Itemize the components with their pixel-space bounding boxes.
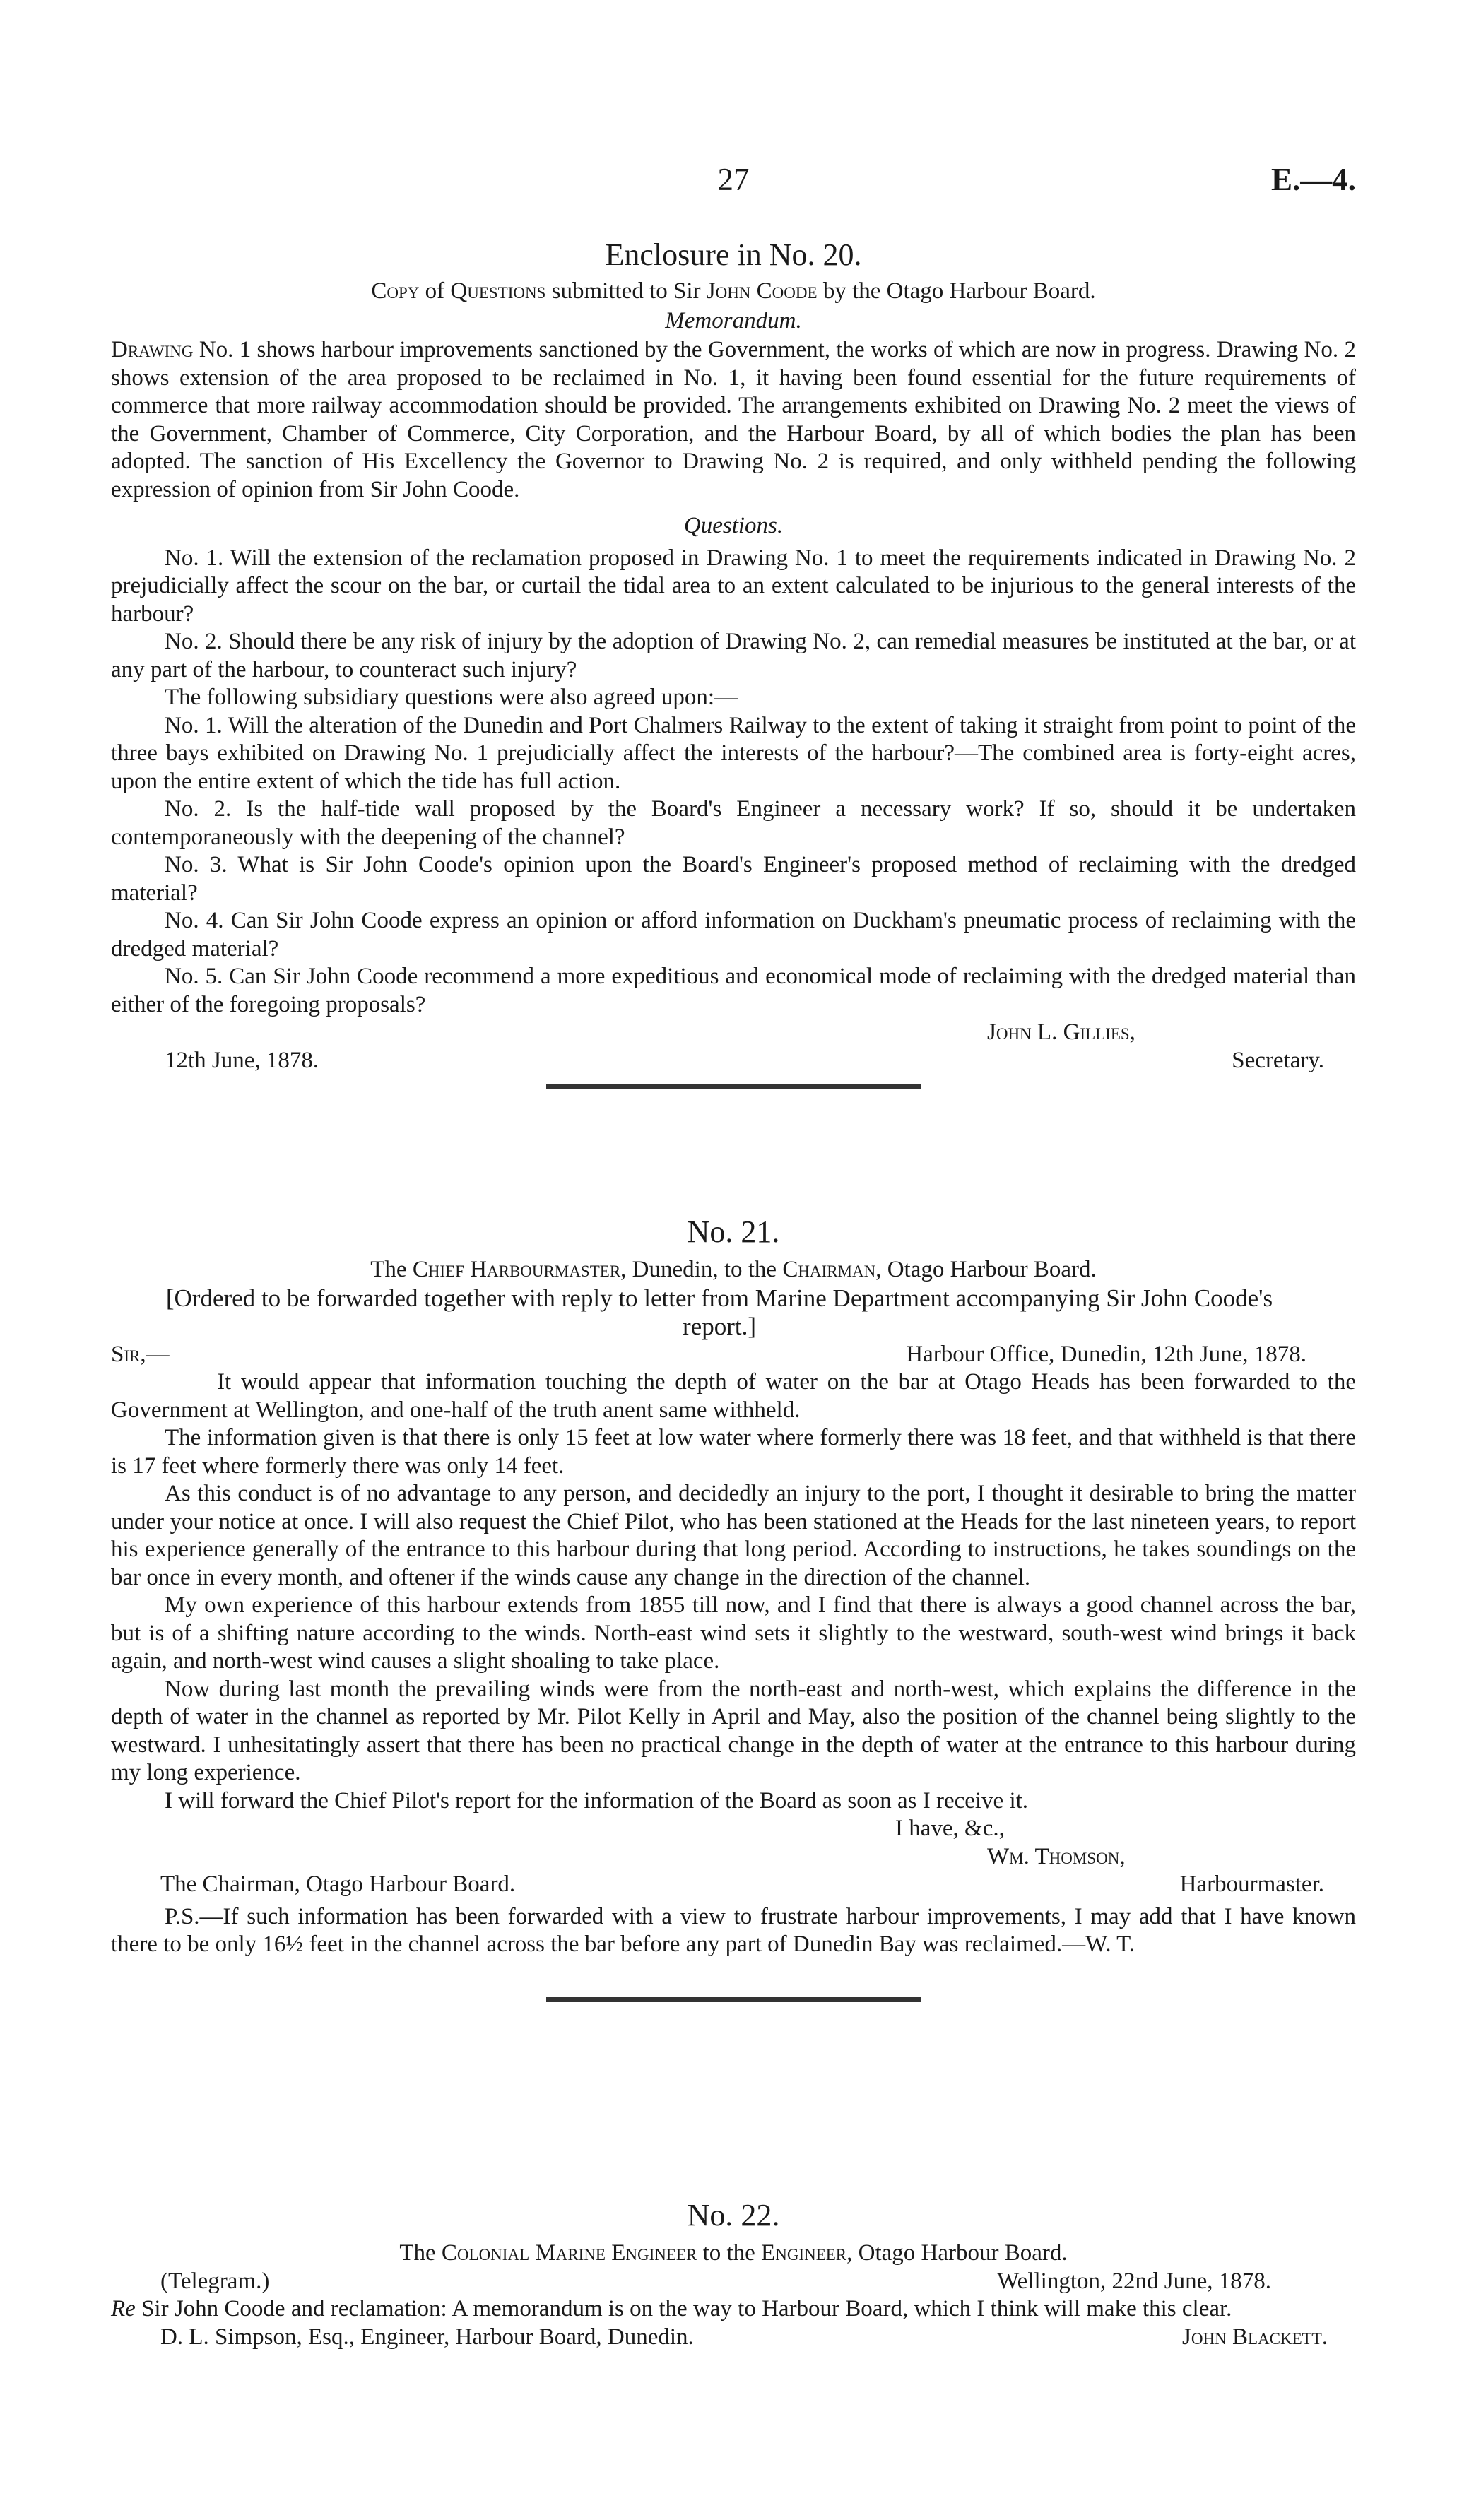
subtitle-submitted: submitted to Sir xyxy=(545,278,707,304)
recipient-row xyxy=(111,1871,1356,1899)
telegram-signoff-row xyxy=(111,2324,1356,2352)
subtitle-of: of xyxy=(419,278,451,304)
harbourmaster-title: Harbourmaster. xyxy=(1179,1871,1324,1897)
no21-title: No. 21. xyxy=(687,1214,780,1249)
question-item: No. 5. Can Sir John Coode recommend a more expeditious and economical mode of reclaiming with the dredged material than either of the foregoing proposals? xyxy=(111,964,1356,1017)
addr-the: The xyxy=(399,2240,442,2266)
subtitle-questions: Questions xyxy=(450,278,546,304)
memo-lead: Drawing xyxy=(111,337,194,362)
salutation: Sir,— xyxy=(111,1341,170,1367)
re-label: Re xyxy=(111,2296,136,2321)
addr-the: The xyxy=(370,1257,413,1282)
addr-from: Chief Harbourmaster xyxy=(412,1257,621,1282)
document-reference: E.—4. xyxy=(1270,162,1356,197)
signature-blackett: John Blackett. xyxy=(1182,2324,1328,2350)
telegram-body xyxy=(111,2295,1356,2324)
letter-paragraph: My own experience of this harbour extends from 1855 till now, and I find that there is always a good channel across the bar, but is of a shifting nature according to the winds. North-east wind sets it slightly to the westward, south-west wind brings it back again, and north-west wind causes a slight shoaling to take place. xyxy=(111,1592,1356,1674)
addr-to-the: , Dunedin, to the xyxy=(620,1257,783,1282)
no21-note: [Ordered to be forwarded together with reply to letter from Marine Department accompanying Sir John Coode's report.] xyxy=(165,1284,1273,1340)
page-header xyxy=(111,161,1356,203)
question-item: No. 3. What is Sir John Coode's opinion upon the Board's Engineer's proposed method of reclaiming with the dredged material? xyxy=(111,852,1356,906)
enclosure-title: Enclosure in No. 20. xyxy=(605,237,862,272)
question-item: The following subsidiary questions were also agreed upon:— xyxy=(165,685,738,710)
postscript: P.S.—If such information has been forwarded with a view to frustrate harbour improvements, I may add that I have known there to be only 16½ feet in the channel across the bar before any part of Dunedin Bay was reclaimed.—W. T. xyxy=(111,1903,1356,1957)
page-number: 27 xyxy=(717,162,750,197)
addr-to: Chairman xyxy=(782,1257,876,1282)
telegram-row xyxy=(111,2268,1356,2296)
addr-board: , Otago Harbour Board. xyxy=(875,1257,1097,1282)
recipient: The Chairman, Otago Harbour Board. xyxy=(160,1871,516,1897)
enclosure-subtitle xyxy=(111,278,1356,306)
secretary-title: Secretary. xyxy=(1232,1047,1324,1073)
no22-address xyxy=(111,2240,1356,2268)
memo-body: No. 1 shows harbour improvements sanctioned by the Government, the works of which are now in progress. Drawing No. 2 shows extension of the area proposed to be reclaimed in No. 1, it having been found essential for the future requirements of commerce that more railway accommodation should be provided. The arrangements exhibited on Drawing No. 2 meet the views of the Government, Chamber of Commerce, City Corporation, and the Harbour Board, by all of which bodies the plan has been adopted. The sanction of His Excellency the Governor to Drawing No. 2 is required, and only withheld pending the following expression of opinion from Sir John Coode. xyxy=(111,337,1356,502)
letter-paragraph: I will forward the Chief Pilot's report for the information of the Board as soon as I receive it. xyxy=(165,1787,1029,1814)
telegram-text: Sir John Coode and reclamation: A memorandum is on the way to Harbour Board, which I think will make this clear. xyxy=(135,2296,1232,2321)
date-secretary-row xyxy=(111,1047,1356,1075)
letter-paragraph: The information given is that there is only 15 feet at low water where formerly there was 18 feet, and that withheld is that there is 17 feet where formerly there was only 14 feet. xyxy=(111,1425,1356,1479)
question-item: No. 2. Should there be any risk of injury by the adoption of Drawing No. 2, can remedial measures be instituted at the bar, or at any part of the harbour, to counteract such injury? xyxy=(111,629,1356,682)
addr-to-the: to the xyxy=(697,2240,762,2266)
question-item: No. 1. Will the extension of the reclamation proposed in Drawing No. 1 to meet the requirements indicated in Drawing No. 2 prejudicially affect the scour on the bar, or curtail the tidal area to an extent calculated to be injurious to the general interests of the harbour? xyxy=(111,545,1356,627)
salutation-row xyxy=(111,1341,1356,1369)
letter-paragraph: It would appear that information touching the depth of water on the bar at Otago Heads has been forwarded to the Government at Wellington, and one-half of the truth anent same withheld. xyxy=(111,1369,1356,1423)
question-item: No. 2. Is the half-tide wall proposed by the Board's Engineer a necessary work? If so, should it be undertaken contemporaneously with the deepening of the channel? xyxy=(111,796,1356,850)
place-date: Harbour Office, Dunedin, 12th June, 1878. xyxy=(906,1341,1306,1367)
question-item: No. 1. Will the alteration of the Dunedin and Port Chalmers Railway to the extent of taking it straight from point to point of the three bays exhibited on Drawing No. 1 prejudicially affect the interests of the harbour?—The combined area is forty-eight acres, upon the entire extent of which the tide has full action. xyxy=(111,712,1356,794)
addr-from: Colonial Marine Engineer xyxy=(441,2240,697,2266)
telegram-label: (Telegram.) xyxy=(160,2268,270,2294)
memorandum-heading: Memorandum. xyxy=(665,307,802,333)
questions-heading: Questions. xyxy=(683,513,784,538)
signature-gillies: John L. Gillies, xyxy=(987,1019,1135,1045)
letter-paragraph: Now during last month the prevailing winds were from the north-east and north-west, which explains the difference in the depth of water in the channel as reported by Mr. Pilot Kelly in April and May, also the position of the channel being slightly to the westward. I unhesitatingly assert that there has been no practical change in the depth of water at the entrance to this harbour during my long experience. xyxy=(111,1676,1356,1785)
telegram-no22 xyxy=(111,2197,1356,2351)
addr-board: , Otago Harbour Board. xyxy=(846,2240,1068,2266)
recipient: D. L. Simpson, Esq., Engineer, Harbour Board, Dunedin. xyxy=(160,2324,694,2350)
addr-to: Engineer xyxy=(761,2240,847,2266)
place-date: Wellington, 22nd June, 1878. xyxy=(997,2268,1271,2294)
subtitle-copy: Copy xyxy=(371,278,420,304)
subtitle-name: John Coode xyxy=(706,278,818,304)
closing: I have, &c., xyxy=(895,1816,1005,1841)
section-divider xyxy=(546,1997,921,2002)
question-item: No. 4. Can Sir John Coode express an opinion or afford information on Duckham's pneumatic process of reclaiming with the dredged material? xyxy=(111,908,1356,962)
letter-paragraph: As this conduct is of no advantage to any person, and decidedly an injury to the port, I thought it desirable to bring the matter under your notice at once. I will also request the Chief Pilot, who has been stationed at the Heads for the last nineteen years, to report his experience generally of the entrance to this harbour during that long period. According to instructions, he takes soundings on the bar once in every month, and oftener if the winds cause any change in the direction of the channel. xyxy=(111,1481,1356,1590)
section-divider xyxy=(546,1084,921,1089)
subtitle-board: by the Otago Harbour Board. xyxy=(817,278,1096,304)
no21-address xyxy=(111,1256,1356,1284)
enclosure-date: 12th June, 1878. xyxy=(165,1047,319,1073)
letter-no21 xyxy=(111,1214,1356,2002)
memorandum-text xyxy=(111,336,1356,504)
signature-thomson: Wm. Thomson, xyxy=(987,1843,1126,1869)
enclosure-section xyxy=(111,237,1356,1089)
no22-title: No. 22. xyxy=(687,2198,780,2232)
